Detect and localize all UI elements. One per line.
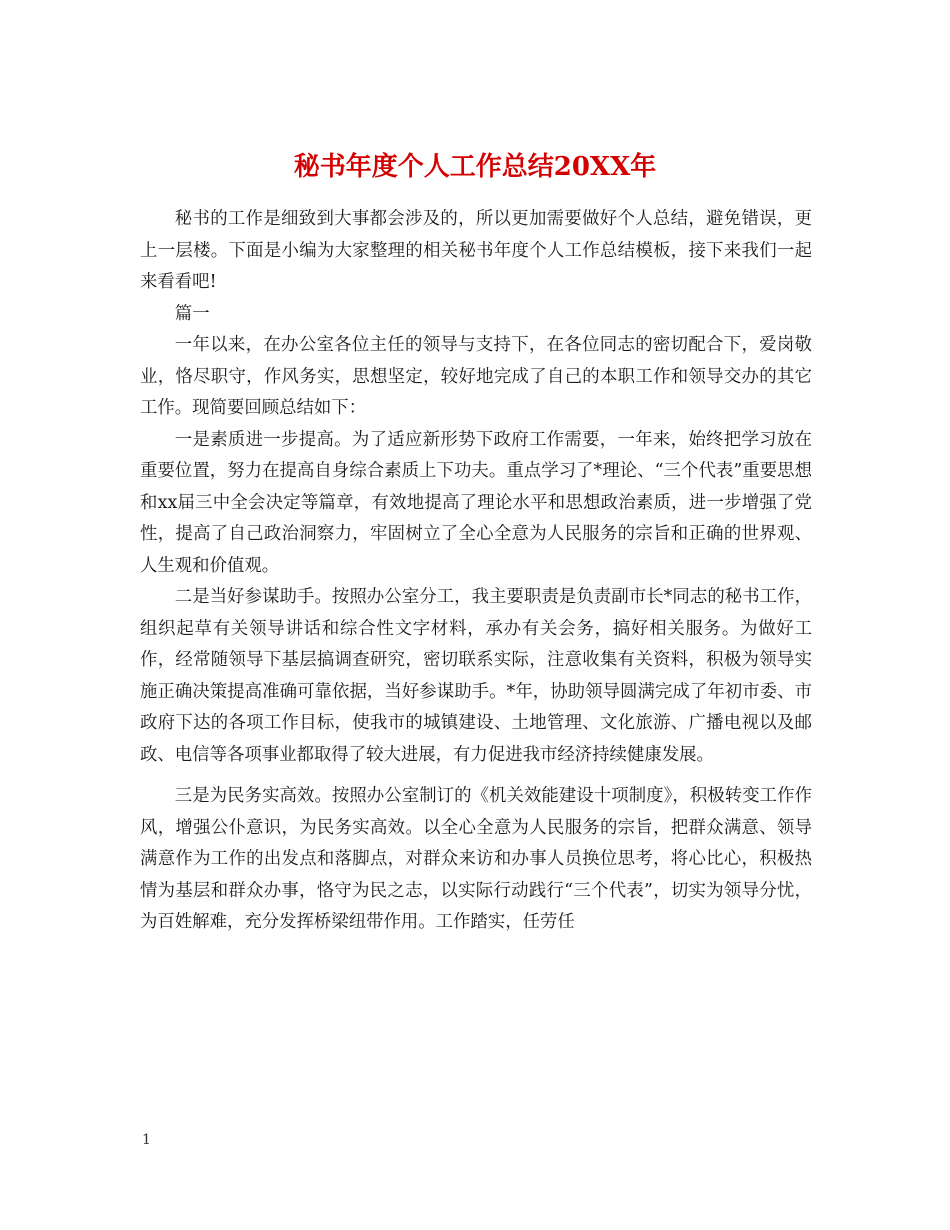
- point-three-paragraph: 三是为民务实高效。按照办公室制订的《机关效能建设十项制度》，积极转变工作作风，增强公仆意识，为民务实高效。以全心全意为人民服务的宗旨，把群众满意、领导满意作为工作的出发点和落脚点，对群众来访和办事人员换位思考，将心比心，积极热情为基层和群众办事，恪守为民之志，以实际行动践行“三个代表”，切实为领导分忧，为百姓解难，充分发挥桥梁纽带作用。工作踏实，任劳任: [140, 786, 812, 932]
- point-two-paragraph: 二是当好参谋助手。按照办公室分工，我主要职责是负责副市长*同志的秘书工作，组织起草有关领导讲话和综合性文字材料，承办有关会务，搞好相关服务。为做好工作，经常随领导下基层搞调查研究，密切联系实际，注意收集有关资料，积极为领导实施正确决策提高准确可靠依据，当好参谋助手。*年，协助领导圆满完成了年初市委、市政府下达的各项工作目标，使我市的城镇建设、土地管理、文化旅游、广播电视以及邮政、电信等各项事业都取得了较大进展，有力促进我市经济持续健康发展。: [140, 587, 812, 765]
- document-body: [140, 204, 812, 939]
- section-heading: 篇一: [174, 303, 210, 324]
- intro-paragraph: 秘书的工作是细致到大事都会涉及的，所以更加需要做好个人总结，避免错误，更上一层楼。下面是小编为大家整理的相关秘书年度个人工作总结模板，接下来我们一起来看看吧!: [140, 209, 812, 292]
- point-one-paragraph: 一是素质进一步提高。为了适应新形势下政府工作需要，一年来，始终把学习放在重要位置，努力在提高自身综合素质上下功夫。重点学习了*理论、“三个代表”重要思想和xx届三中全会决定等篇章，有效地提高了理论水平和思想政治素质，进一步增强了党性，提高了自己政治洞察力，牢固树立了全心全意为人民服务的宗旨和正确的世界观、人生观和价值观。: [140, 429, 812, 576]
- document-title: 秘书年度个人工作总结20XX年: [293, 152, 657, 183]
- page-number: 1: [142, 1132, 151, 1148]
- overview-paragraph: 一年以来，在办公室各位主任的领导与支持下，在各位同志的密切配合下，爱岗敬业，恪尽职守，作风务实，思想坚定，较好地完成了自己的本职工作和领导交办的其它工作。现简要回顾总结如下：: [140, 335, 812, 418]
